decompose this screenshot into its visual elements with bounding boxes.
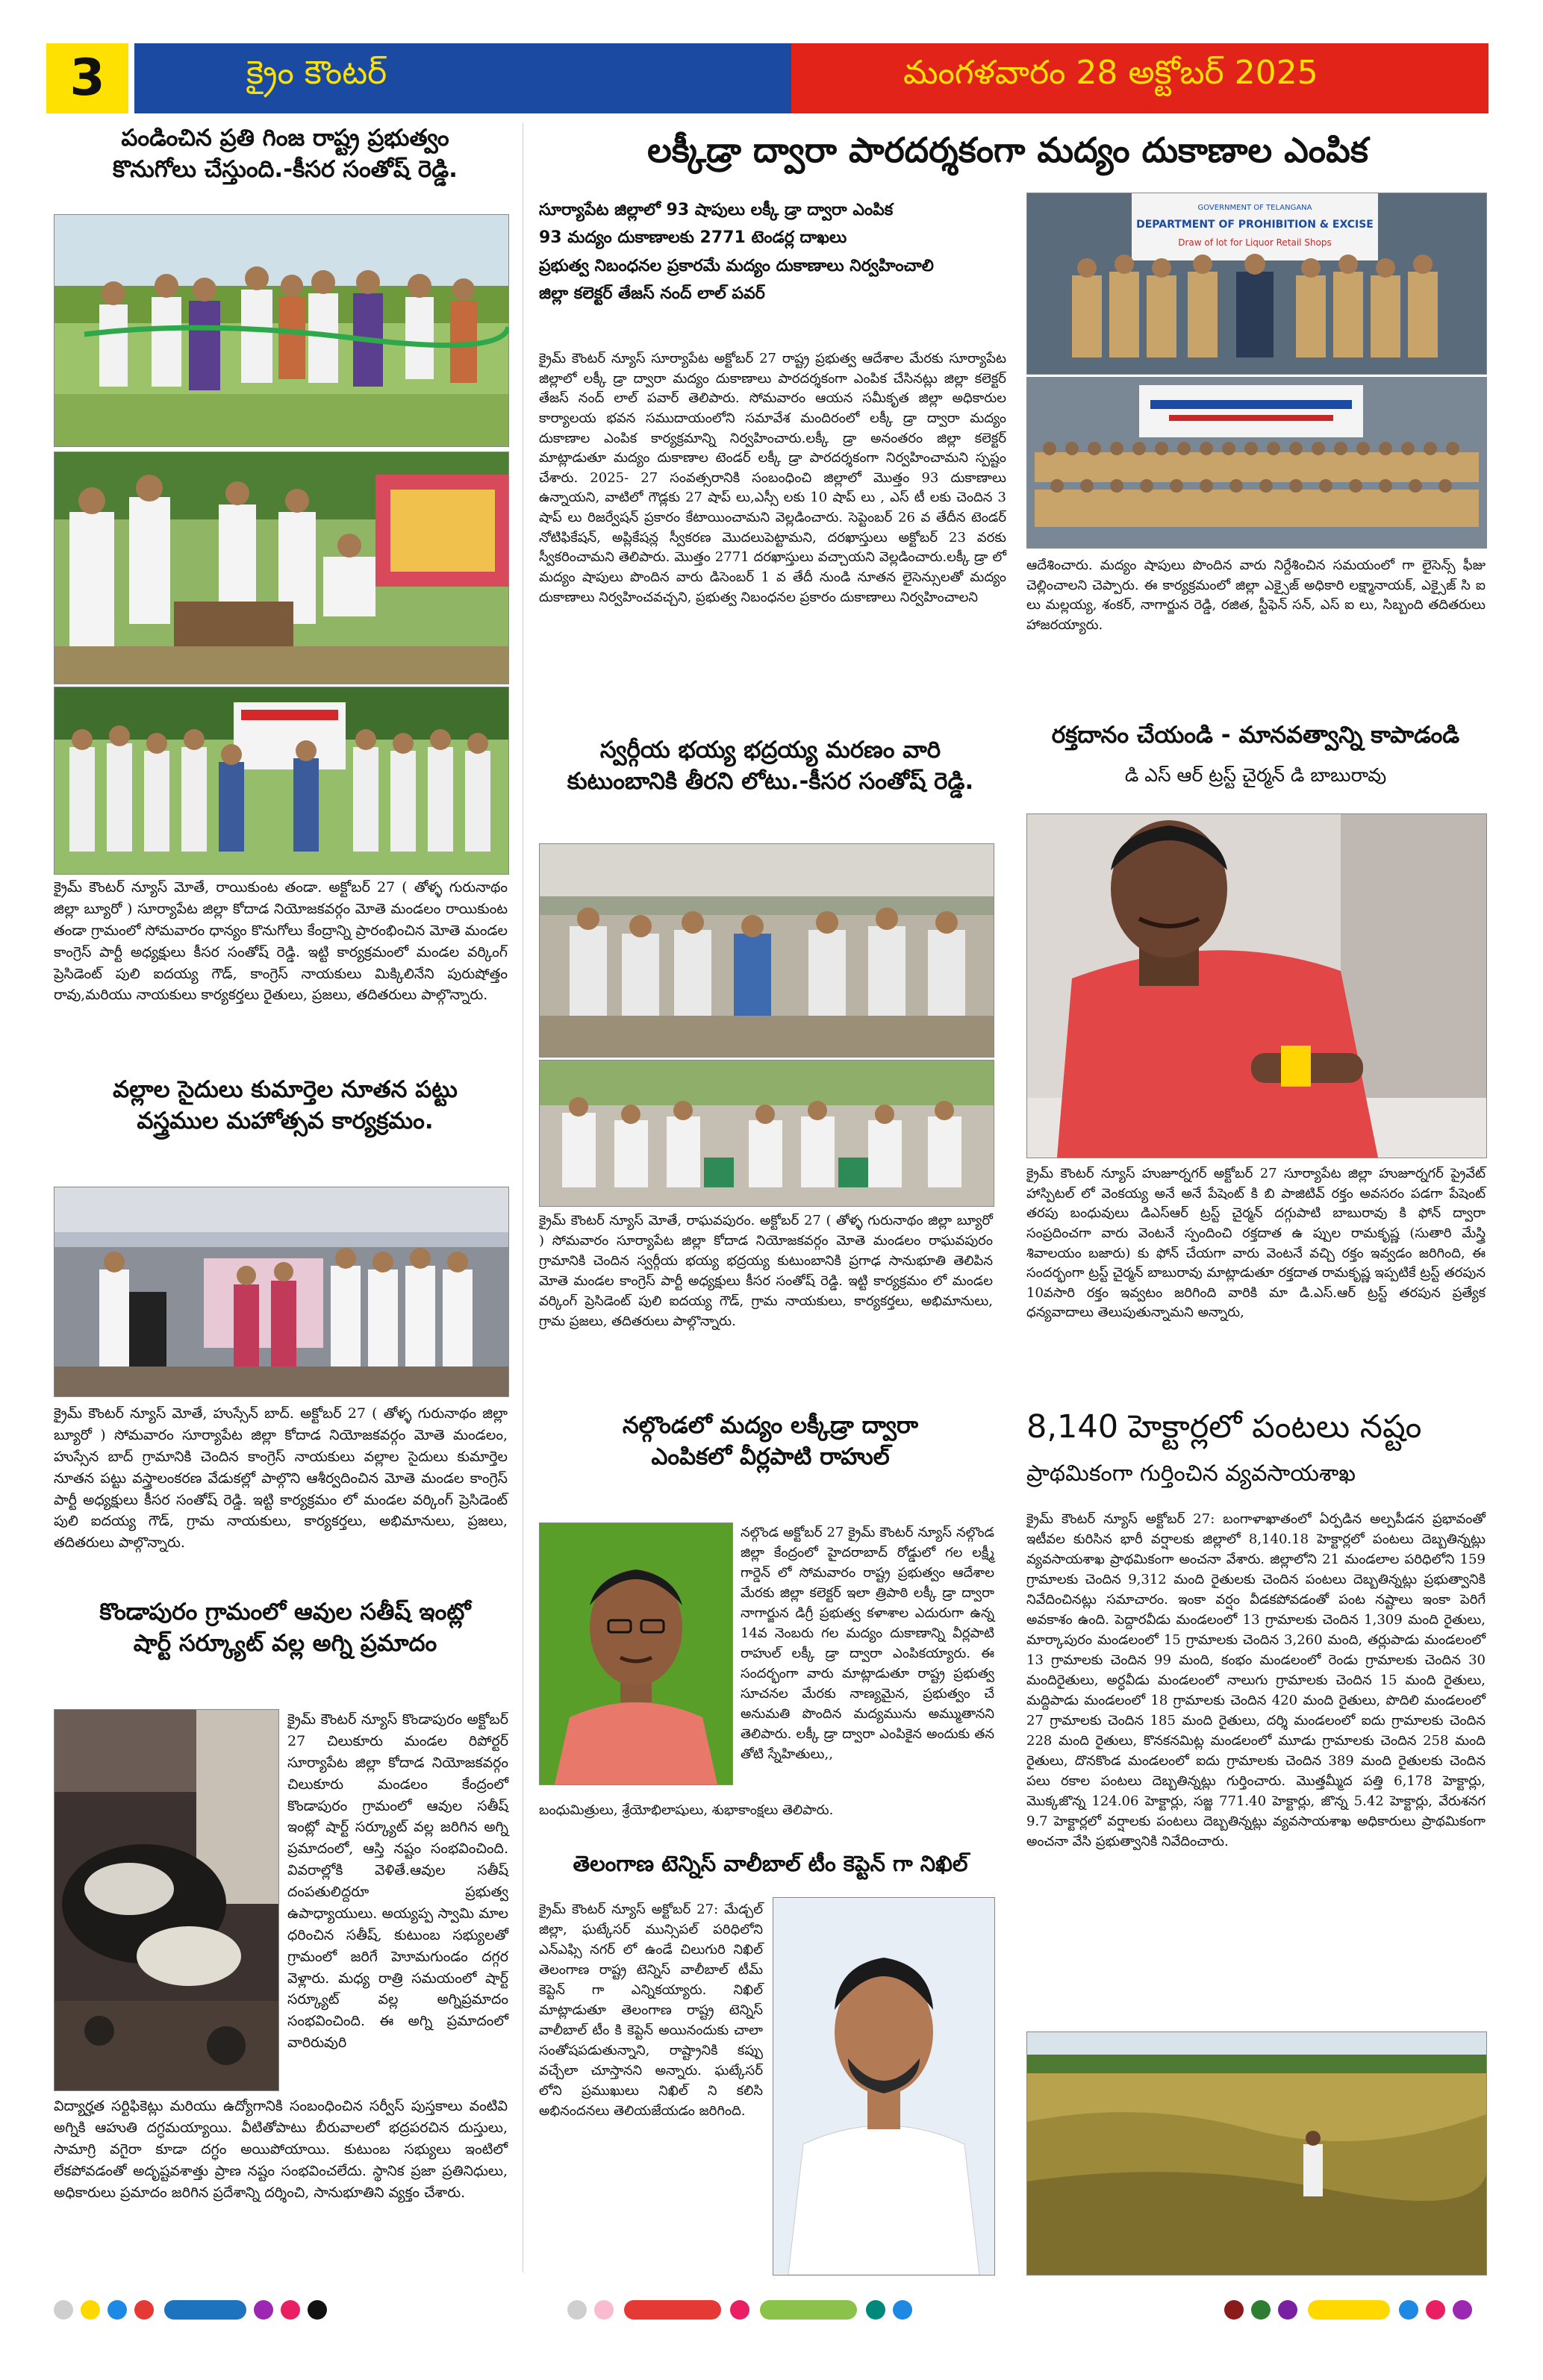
subhead-line: సూర్యాపేట జిల్లాలో 93 షాపులు లక్కీ డ్రా ద్వారా ఎంపిక xyxy=(539,201,894,219)
article-body-tennis: క్రైమ్ కౌంటర్ న్యూస్ అక్టోబర్ 27: మేడ్చల్ జిల్లా, ఘట్కేసర్ మున్సిపల్ పరిధిలోని ఎన్ఎఫ్సి నగర్ లో ఉండే చిలుగురి నిఖిల్ తెలంగాణ రాష్ట్ర టెన్నిస్ వాలీబాల్ టీమ్ కెప్టెన్ గా ఎన్నికయ్యారు. నిఖిల్ మాట్లాడుతూ తెలంగాణ రాష్ట్ర టెన్నిస్ వాలీబాల్ టీం కి కెప్టెన్ అయినందుకు చాలా సంతోషపడుతున్నాని, రాష్ట్రానికి కప్పు వచ్చేలా చూస్తానని అన్నారు. ఘట్కేసర్ లోని ప్రముఖులు నిఖిల్ ని కలిసి అభినందనలు తెలియజేయడం జరిగింది. xyxy=(539,1902,763,2119)
footer-dot xyxy=(1453,2300,1472,2320)
headline-tennis-captain: తెలంగాణ టెన్నిస్ వాలీబాల్ టీం కెప్టెన్ గా నిఖిల్ xyxy=(573,1851,968,1876)
article-body-nalgonda: బంధుమిత్రులు, శ్రేయోభిలాషులు, శుభాకాంక్షలు తెలిపారు. xyxy=(539,1802,834,1818)
article-body-condolence: క్రైమ్ కౌంటర్ న్యూస్ మోతే, రాఘవపురం. అక్టోబర్ 27 ( తోళ్ళ గురునాథం జిల్లా బ్యూరో ) సోమవారం సూర్యాపేట జిల్లా కోదాడ నియోజకవర్గం మోతె మండలం రాఘవపురం గ్రామానికి చెందిన స్వర్గీయ భయ్య భద్రయ్య కుటుంబానికి ప్రగాఢ సానుభూతి తెలిపిన మోతె మండల కాంగ్రెస్ పార్టీ అధ్యక్షులు కీసర సంతోష్ రెడ్డి. ఇట్టి కార్యక్రమం లో మండల వర్కింగ్ ప్రెసిడెంట్ పులి ఐదయ్య గౌడ్, గ్రామ నాయకులు, కార్యకర్తలు, అభిమానులు, గ్రామ ప్రజలు, తదితరులు పాల్గొన్నారు. xyxy=(539,1213,993,1329)
footer-dot xyxy=(1278,2300,1297,2320)
photo-blood-donor xyxy=(1026,813,1487,1158)
footer-dot xyxy=(1426,2300,1445,2320)
photo-excise-group xyxy=(1026,377,1487,549)
footer-dot xyxy=(1224,2300,1244,2320)
footer-dot xyxy=(866,2300,885,2320)
headline-paddy-purchase xyxy=(54,123,517,186)
excise-banner-gov: GOVERNMENT OF TELANGANA xyxy=(1197,204,1312,212)
footer-dot xyxy=(254,2300,273,2320)
headline-line: వస్త్రముల మహోత్సవ కార్యక్రమం. xyxy=(137,1107,434,1134)
subhead-line: 93 మద్యం దుకాణాలకు 2771 టెండర్ల దాఖలు xyxy=(539,228,847,248)
headline-liquor-lucky-draw: లక్కీడ్రా ద్వారా పారదర్శకంగా మద్యం దుకాణాల ఎంపిక xyxy=(647,130,1368,170)
footer-dot xyxy=(893,2300,912,2320)
subhead-line: జిల్లా కలెక్టర్ తేజస్ నంద్ లాల్ పవర్ xyxy=(539,284,765,304)
article-body-vallala: క్రైమ్ కౌంటర్ న్యూస్ మోతే, హుస్సేన్ బాద్. అక్టోబర్ 27 ( తోళ్ళ గురునాథం జిల్లా బ్యూరో ) సోమవారం సూర్యాపేట జిల్లా కోదాడ నియోజకవర్గం మోతె మండలం, హుస్సేన బాద్ గ్రామానికి చెందిన కాంగ్రెస్ నాయకులు వల్లాల సైదులు కుమార్తెల నూతన పట్టు వస్త్రాలంకరణ వేడుకల్లో పాల్గొని ఆశీర్వదించిన మోతె మండల కాంగ్రెస్ పార్టీ అధ్యక్షులు కీసర సంతోష్ రెడ్డి. ఇట్టి కార్యక్రమం లో మండల వర్కింగ్ ప్రెసిడెంట్ పులి ఐదయ్య గౌడ్, గ్రామ నాయకులు, కార్యకర్తలు, అభిమానులు, ప్రజలు, తదితరులు పాల్గొన్నారు. xyxy=(54,1405,508,1552)
page-header xyxy=(46,43,1489,113)
headline-line: కొనుగోలు చేస్తుంది.-కీసర సంతోష్ రెడ్డి. xyxy=(113,155,458,183)
photo-damaged-paddy xyxy=(1026,2031,1487,2276)
headline-line: నల్గొండలో మద్యం లక్కీడ్రా ద్వారా xyxy=(622,1412,919,1439)
headline-nalgonda-rahul xyxy=(532,1411,1009,1473)
photo-ribbon-cutting xyxy=(54,214,509,447)
article-body-paddy: క్రైమ్ కౌంటర్ న్యూస్ మోతే, రాయికుంట తండా. అక్టోబర్ 27 ( తోళ్ళ గురునాథం జిల్లా బ్యూరో ) సూర్యాపేట జిల్లా కోదాడ నియోజకవర్గం మోతె మండలం రాయికుంట తండా గ్రామంలో సోమవారం ధాన్యం కొనుగోలు కేంద్రాన్ని ప్రారంభించిన మోతె మండల కాంగ్రెస్ పార్టీ అధ్యక్షులు కీసర సంతోష్ రెడ్డి. ఇట్టి కార్యక్రమంలో మండల వర్కింగ్ ప్రెసిడెంట్ పులి ఐదయ్య గౌడ్, కాంగ్రెస్ నాయకులు మిక్కిలినేని పురుషోత్తం రావు,మరియు నాయకులు కార్యకర్తలు రైతులు, ప్రజలు, తదితరులు పాల్గొన్నారు. xyxy=(54,879,508,1004)
liquor-subheads xyxy=(539,196,1002,308)
issue-date: మంగళవారం 28 అక్టోబర్ 2025 xyxy=(903,54,1318,92)
subhead-crop-loss: ప్రాథమికంగా గుర్తించిన వ్యవసాయశాఖ xyxy=(1026,1461,1356,1487)
article-body-liquor-cont: ఆదేశించారు. మద్యం షాపులు పొందిన వారు నిర్దేశించిన సమయంలో గా లైసెన్స్ ఫీజు చెల్లించాలని చెప్పారు. ఈ కార్యక్రమంలో జిల్లా ఎక్సైజ్ అధికారి లక్ష్మానాయక్, ఎక్సైజ్ సి ఐ లు మల్లయ్య, శంకర్, నాగార్జున రెడ్డి, రజిత, స్టీఫెన్ సన్, ఎస్ ఐ లు, సిబ్బంది తదితరులు హాజరయ్యారు. xyxy=(1026,557,1486,633)
date-band xyxy=(791,43,1489,113)
subhead-blood-donation: డి ఎస్ ఆర్ ట్రస్ట్ చైర్మన్ డి బాబురావు xyxy=(1124,764,1387,786)
headline-line: షార్ట్ సర్క్యూట్ వల్ల అగ్ని ప్రమాదం xyxy=(133,1629,437,1657)
article-body-fire: విద్యార్హత సర్టిఫికెట్లు మరియు ఉద్యోగానికి సంబంధించిన సర్వీస్ పుస్తకాలు వంటివి అగ్నికి ఆహుతి దగ్ధమయ్యాయి. వీటితోపాటు బీరువాలలో భద్రపరచిన దుస్తులు, సామాగ్రి వగైరా కూడా దగ్ధం అయిపోయాయి. కుటుంబ సభ్యులు ఇంటిలో లేకపోవడంతో అదృష్టవశాత్తు ప్రాణ నష్టం సంభవించలేదు. స్థానిక ప్రజా ప్రతినిధులు, అధికారులు ప్రమాదం జరిగిన ప్రదేశాన్ని దర్శించి, సానుభూతిని వ్యక్తం చేశారు. xyxy=(54,2098,508,2201)
headline-line: వల్లాల సైదులు కుమార్తెల నూతన పట్టు xyxy=(113,1076,458,1103)
article-body-blood: క్రైమ్ కౌంటర్ న్యూస్ హుజూర్నగర్ అక్టోబర్ 27 సూర్యాపేట జిల్లా హుజూర్నగర్ ప్రైవేట్ హాస్పిటల్ లో వెంకయ్య అనే అనే పేషెంట్ కి బి పాజిటివ్ రక్తం అవసరం పడగా పేషెంట్ తరపు బంధువులు డిఎస్ఆర్ ట్రస్ట్ చైర్మన్ దగ్గుపాటి బాబురావు కి ఫోన్ ద్వారా సంప్రదించగా వారు వెంటనే స్పందించి రక్తదాత ఉ ప్పుల రామకృష్ణ (సుతారి మేస్త్రి శివాలయం బజారు) కు ఫోన్ చేయగా వారు వెంటనే వచ్చి రక్తం ఇవ్వడం జరిగింది, ఈ సందర్భంగా ట్రస్ట్ చైర్మన్ బాబురావు మాట్లాడుతూ రక్తదాత రామకృష్ణ ఇప్పటికే ట్రస్ట్ తరపున 10వసారి రక్తం ఇవ్వటం జరిగింది వారికి మా డి.ఎస్.ఆర్ ట్రస్ట్ తరపున ప్రత్యేక ధన్యవాదాలు తెలుపుతున్నామని అన్నారు, xyxy=(1026,1166,1486,1321)
paper-name-band xyxy=(134,43,791,113)
photo-rahul-portrait xyxy=(539,1522,733,1785)
headline-vallala-ceremony xyxy=(54,1075,517,1137)
subhead-line: ప్రభుత్వ నిబంధనల ప్రకారమే మద్యం దుకాణాలు నిర్వహించాలి xyxy=(539,256,934,275)
excise-banner-dept: DEPARTMENT OF PROHIBITION & EXCISE xyxy=(1136,219,1374,231)
article-body-nalgonda-side: నల్గొండ అక్టోబర్ 27 క్రైమ్ కౌంటర్ న్యూస్ నల్గొండ జిల్లా కేంద్రంలో హైదరాబాద్ రోడ్డులో గల లక్ష్మీ గార్డెన్ లో సోమవారం రాష్ట్ర ప్రభుత్వం ఆదేశాల మేరకు జిల్లా కలెక్టర్ ఇలా త్రిపాఠి లక్కీ డ్రా ద్వారా నాగార్జున డిగ్రీ ప్రభుత్వ కళాశాల ఎదురుగా ఉన్న 14వ నెంబరు గల మద్యం దుకాణాన్ని వీర్లపాటి రాహుల్ లక్కీ డ్రా ద్వారా ఎంపికయ్యారు. ఈ సందర్భంగా వారు మాట్లాడుతూ రాష్ట్ర ప్రభుత్వ సూచనల మేరకు నాణ్యమైన, ప్రభుత్వం చే అనుమతి పొందిన మద్యమును అమ్ముతానని తెలిపారు. లక్కీ డ్రా ద్వారా ఎంపికైన అందుకు తన తోటి స్నేహితులు,, xyxy=(741,1525,994,1762)
footer-dot xyxy=(594,2300,614,2320)
page-number: 3 xyxy=(46,43,128,113)
headline-blood-donation: రక్తదానం చేయండి - మానవత్వాన్ని కాపాడండి xyxy=(1051,722,1460,749)
article-body-liquor: క్రైమ్ కౌంటర్ న్యూస్ సూర్యాపేట అక్టోబర్ 27 రాష్ట్ర ప్రభుత్వ ఆదేశాల మేరకు సూర్యాపేట జిల్లాలో లక్కీ డ్రా ద్వారా మద్యం దుకాణాలు పారదర్శకంగా ఎంపిక చేసినట్లు జిల్లా కలెక్టర్ తేజస్ నంద్ లాల్ పవార్ తెలిపారు. సోమవారం ఆయన సమీకృత జిల్లా అధికారుల కార్యాలయ భవన సముదాయంలోని సమావేశ మందిరంలో లక్కీ డ్రా ద్వారా మద్యం దుకాణాల ఎంపిక కార్యక్రమాన్ని నిర్వహించారు.లక్కీ డ్రా అనంతరం జిల్లా కలెక్టర్ మాట్లాడుతూ మద్యం దుకాణాల టెండర్ లక్కీ డ్రా పారదర్శకంగా నిర్వహించామని స్పష్టం చేశారు. 2025- 27 సంవత్సరానికి సంబంధించి జిల్లాలో మొత్తం 93 దుకాణాలు ఉన్నాయని, వాటిలో గౌడ్లకు 27 షాప్ లు,ఎస్సీ లకు 10 షాప్ లు , ఎస్ టీ లకు చెందిన 3 షాప్ లు రిజర్వేషన్ ప్రకారం కేటాయించామని వెల్లడించారు. సెప్టెంబర్ 26 వ తేదీన టెండర్ నోటిఫికేషన్, అప్లికేషన్ల స్వీకరణ మొదలుపెట్టామని, దరఖాస్తులు అక్టోబర్ 23 వరకు స్వీకరించామని తెలిపారు. మొత్తం 2771 దరఖాస్తులు వచ్చాయని వెల్లడించారు.లక్కీ డ్రా లో మద్యం షాపులు పొందిన వారు డిసెంబర్ 1 వ తేదీ నుండి నూతన లైసెన్సులతో మద్యం దుకాణాలు నిర్వహించవచ్చని, ప్రభుత్వ నిబంధనల ప్రకారం దుకాణాలు నిర్వహించాలని xyxy=(539,351,1006,605)
footer-dot xyxy=(107,2300,127,2320)
footer-dot xyxy=(1251,2300,1271,2320)
photo-condolence-meeting xyxy=(539,843,994,1058)
footer-dot xyxy=(134,2300,154,2320)
paper-name: క్రైం కౌంటర్ xyxy=(246,54,387,92)
footer-dot xyxy=(54,2300,73,2320)
headline-condolence xyxy=(532,735,1009,798)
footer-bar xyxy=(1308,2300,1390,2320)
photo-ceremony-stage xyxy=(54,1187,509,1397)
photo-nikhil-portrait xyxy=(773,1897,995,2276)
headline-line: పండించిన ప్రతి గింజ రాష్ట్ర ప్రభుత్వం xyxy=(121,125,449,152)
headline-line: ఎంపికలో వీర్లపాటి రాహుల్ xyxy=(651,1443,890,1470)
article-body-fire-side: క్రైమ్ కౌంటర్ న్యూస్ కొండాపురం అక్టోబర్ 27 చిలుకూరు మండల రిపోర్టర్ సూర్యాపేట జిల్లా కోదాడ నియోజకవర్గం చిలుకూరు మండలం కేంద్రంలో కొండాపురం గ్రామంలో ఆవుల సతీష్ ఇంట్లో షార్ట్ సర్క్యూట్ వల్ల జరిగిన అగ్ని ప్రమాదంలో, ఆస్తి నష్టం సంభవించింది. వివరాల్లోకి వెళితే.ఆవుల సతీష్ దంపతులిద్దరూ ప్రభుత్వ ఉపాధ్యాయులు. అయ్యప్ప స్వామి మాల ధరించిన సతీష్, కుటుంబ సభ్యులతో గ్రామంలో జరిగే హెూమగుండం దగ్గర వెళ్లారు. మధ్య రాత్రి సమయంలో షార్ట్ సర్క్యూట్ వల్ల అగ్నిప్రమాదం సంభవించింది. ఈ అగ్ని ప్రమాదంలో వారిరువురి xyxy=(287,1711,508,2052)
footer-dot xyxy=(81,2300,100,2320)
headline-line: కుటుంబానికి తీరని లోటు.-కీసర సంతోష్ రెడ్డి. xyxy=(567,767,974,795)
excise-banner-draw: Draw of lot for Liquor Retail Shops xyxy=(1178,237,1332,248)
article-body-crop-loss: క్రైమ్ కౌంటర్ న్యూస్ అక్టోబర్ 27: బంగాళాఖాతంలో ఏర్పడిన అల్పపీడన ప్రభావంతో ఇటీవల కురిసిన భారీ వర్షాలకు జిల్లాలో 8,140.18 హెక్టార్లలో పంటలు దెబ్బతిన్నట్లు వ్యవసాయశాఖ ప్రాథమికంగా అంచనా వేశారు. జిల్లాలోని 21 మండలాల పరిధిలోని 159 గ్రామాలకు చెందిన 9,312 మంది రైతులకు చెందిన పంటలు దెబ్బతిన్నట్లు ప్రభుత్వానికి నివేదించినట్లు సమాచారం. ఇంకా వర్షం వీడకపోవడంతో పంట నష్టాలు ఇంకా పెరిగే అవకాశం ఉంది. పెద్దారవీడు మండలంలో 13 గ్రామాలకు చెందిన 1,309 మంది రైతులు, మార్కాపురం మండలంలో 15 గ్రామాలకు చెందిన 3,260 మంది, తర్లుపాడు మండలంలో 13 గ్రామాలకు చెందిన 99 మంది, కంభం మండలంలో రెండు గ్రామాలకు చెందిన 30 మందిరైతులు, అర్ధవీడు మండలంలో నాలుగు గ్రామాలకు చెందిన 15 మంది రైతులు, మద్దిపాడు మండలంలో 18 గ్రామాలకు చెందిన 420 మంది రైతులు, పొదిలి మండలంలో 27 గ్రామాలకు చెందిన 185 మంది రైతులు, దర్శి మండలంలో ఐదు గ్రామాలకు చెందిన 228 మంది రైతులు, కొనకనమిట్ల మండలంలో మూడు గ్రామాలకు చెందిన 258 మంది రైతులు, దొనకొండ మండలంలో ఐదు గ్రామాలకు చెందిన 389 మంది రైతులకు చెందిన పలు రకాల పంటలు దెబ్బతిన్నట్లు గుర్తించారు. మొత్తమ్మీద పత్తి 6,178 హెక్టార్లు, మొక్కజొన్న 124.06 హెక్టార్లు, సజ్జ 771.40 హెక్టార్లు, జొన్న 5.42 హెక్టార్లు, వేరుశనగ 9.7 హెక్టార్లలో వర్షాలకు పంటలు దెబ్బతిన్నట్లు వ్యవసాయశాఖ అధికారులు ప్రాథమికంగా అంచనా వేసి ప్రభుత్వానికి నివేదించారు. xyxy=(1026,1511,1486,1849)
photo-puja-ceremony xyxy=(54,452,509,684)
footer-bar xyxy=(164,2300,246,2320)
footer-dot xyxy=(281,2300,300,2320)
photo-condolence-gathering xyxy=(539,1060,994,1207)
footer-bar xyxy=(760,2300,857,2320)
footer-dot xyxy=(1399,2300,1418,2320)
footer-dot xyxy=(567,2300,587,2320)
headline-line: స్వర్గీయ భయ్య భద్రయ్య మరణం వారి xyxy=(599,737,941,763)
footer-dot xyxy=(308,2300,327,2320)
photo-group-village xyxy=(54,687,509,875)
headline-line: కొండాపురం గ్రామంలో ఆవుల సతీష్ ఇంట్లో xyxy=(99,1599,471,1625)
headline-kondapuram-fire xyxy=(54,1597,517,1660)
photo-excise-officials xyxy=(1026,193,1487,375)
footer-bar xyxy=(624,2300,721,2320)
headline-crop-loss: 8,140 హెక్టార్లలో పంటలు నష్టం xyxy=(1026,1408,1422,1446)
photo-fire-damage xyxy=(54,1709,279,2091)
footer-dot xyxy=(730,2300,749,2320)
